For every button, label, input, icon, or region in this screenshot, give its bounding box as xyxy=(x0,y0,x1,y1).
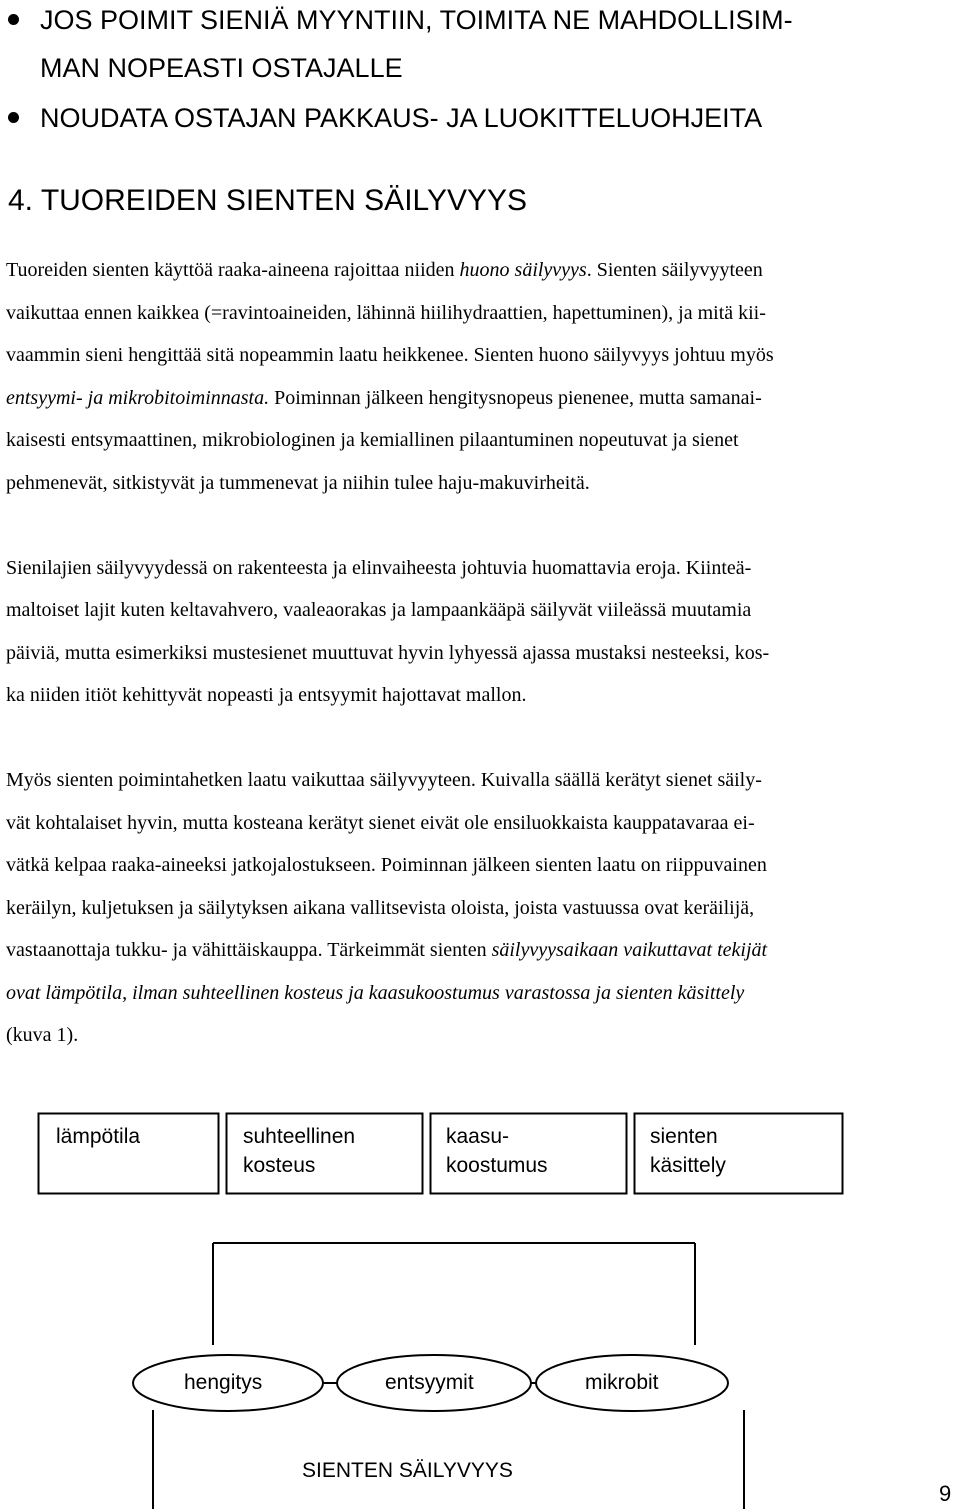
paragraph-line: pehmenevät, sitkistyvät ja tummenevat ja niihin tulee haju-makuvirheitä. xyxy=(6,472,590,494)
process-label: mikrobit xyxy=(585,1371,659,1394)
factor-label: koostumus xyxy=(446,1154,548,1177)
factor-label: kosteus xyxy=(243,1154,316,1177)
paragraph-line: vätkä kelpaa raaka-aineeksi jatkojalostukseen. Poiminnan jälkeen sienten laatu on riippuvainen xyxy=(6,854,767,876)
paragraph-line: maltoiset lajit kuten keltavahvero, vaaleaorakas ja lampaankääpä säilyvät viileässä muutamia xyxy=(6,599,752,621)
factor-label: kaasu- xyxy=(446,1125,510,1148)
section-title: 4. TUOREIDEN SIENTEN SÄILYVYYS xyxy=(8,184,528,217)
bullet-icon xyxy=(8,112,19,123)
paragraph-line: (kuva 1). xyxy=(6,1024,79,1046)
bullet-text: JOS POIMIT SIENIÄ MYYNTIIN, TOIMITA NE MAHDOLLISIM- xyxy=(40,5,793,35)
paragraph-line: vät kohtalaiset hyvin, mutta kosteana kerätyt sienet eivät ole ensiluokkaista kauppatavaraa ei- xyxy=(6,812,755,834)
process-label: entsyymit xyxy=(385,1371,474,1394)
paragraph-line: entsyymi- ja mikrobitoiminnasta. Poiminnan jälkeen hengitysnopeus pienenee, mutta samanai- xyxy=(6,387,762,409)
paragraph-line: päiviä, mutta esimerkiksi mustesienet muuttuvat hyvin lyhyessä ajassa mustaksi nesteeksi, kos- xyxy=(6,642,770,664)
paragraph-line: ovat lämpötila, ilman suhteellinen kosteus ja kaasukoostumus varastossa ja sienten käsittely xyxy=(6,982,745,1004)
storage-factors-diagram xyxy=(0,1100,960,1509)
paragraph-line: kaisesti entsymaattinen, mikrobiologinen ja kemiallinen pilaantuminen nopeutuvat ja sienet xyxy=(6,429,739,451)
paragraph-line: vaikuttaa ennen kaikkea (=ravintoaineiden, lähinnä hiilihydraattien, hapettuminen), ja mitä kii- xyxy=(6,302,766,324)
paragraph-line: vastaanottaja tukku- ja vähittäiskauppa. Tärkeimmät sienten säilyvyysaikaan vaikuttavat tekijät xyxy=(6,939,768,961)
bullet-text: NOUDATA OSTAJAN PAKKAUS- JA LUOKITTELUOHJEITA xyxy=(40,103,763,133)
page-number: 9 xyxy=(939,1481,952,1506)
factor-label: käsittely xyxy=(650,1154,726,1177)
paragraph-line: vaammin sieni hengittää sitä nopeammin laatu heikkenee. Sienten huono säilyvyys johtuu myös xyxy=(6,344,774,366)
paragraph-line: Sienilajien säilyvyydessä on rakenteesta ja elinvaiheesta johtuvia huomattavia eroja. Kiinteä- xyxy=(6,557,752,579)
process-label: hengitys xyxy=(184,1371,263,1394)
bullet-icon xyxy=(8,14,19,25)
factor-label: sienten xyxy=(650,1125,718,1148)
paragraph-line: ka niiden itiöt kehittyvät nopeasti ja entsyymit hajottavat mallon. xyxy=(6,684,527,706)
factor-label: suhteellinen xyxy=(243,1125,356,1148)
bullet-text: MAN NOPEASTI OSTAJALLE xyxy=(40,53,403,83)
paragraph-line: Tuoreiden sienten käyttöä raaka-aineena rajoittaa niiden huono säilyvyys. Sienten säilyvyyteen xyxy=(6,259,763,281)
result-label: SIENTEN SÄILYVYYS xyxy=(302,1459,513,1482)
paragraph-line: Myös sienten poimintahetken laatu vaikuttaa säilyvyyteen. Kuivalla säällä kerätyt sienet säily- xyxy=(6,769,762,791)
paragraph-line: keräilyn, kuljetuksen ja säilytyksen aikana vallitsevista oloista, joista vastuussa ovat keräilijä, xyxy=(6,897,755,919)
factor-label: lämpötila xyxy=(56,1125,141,1148)
